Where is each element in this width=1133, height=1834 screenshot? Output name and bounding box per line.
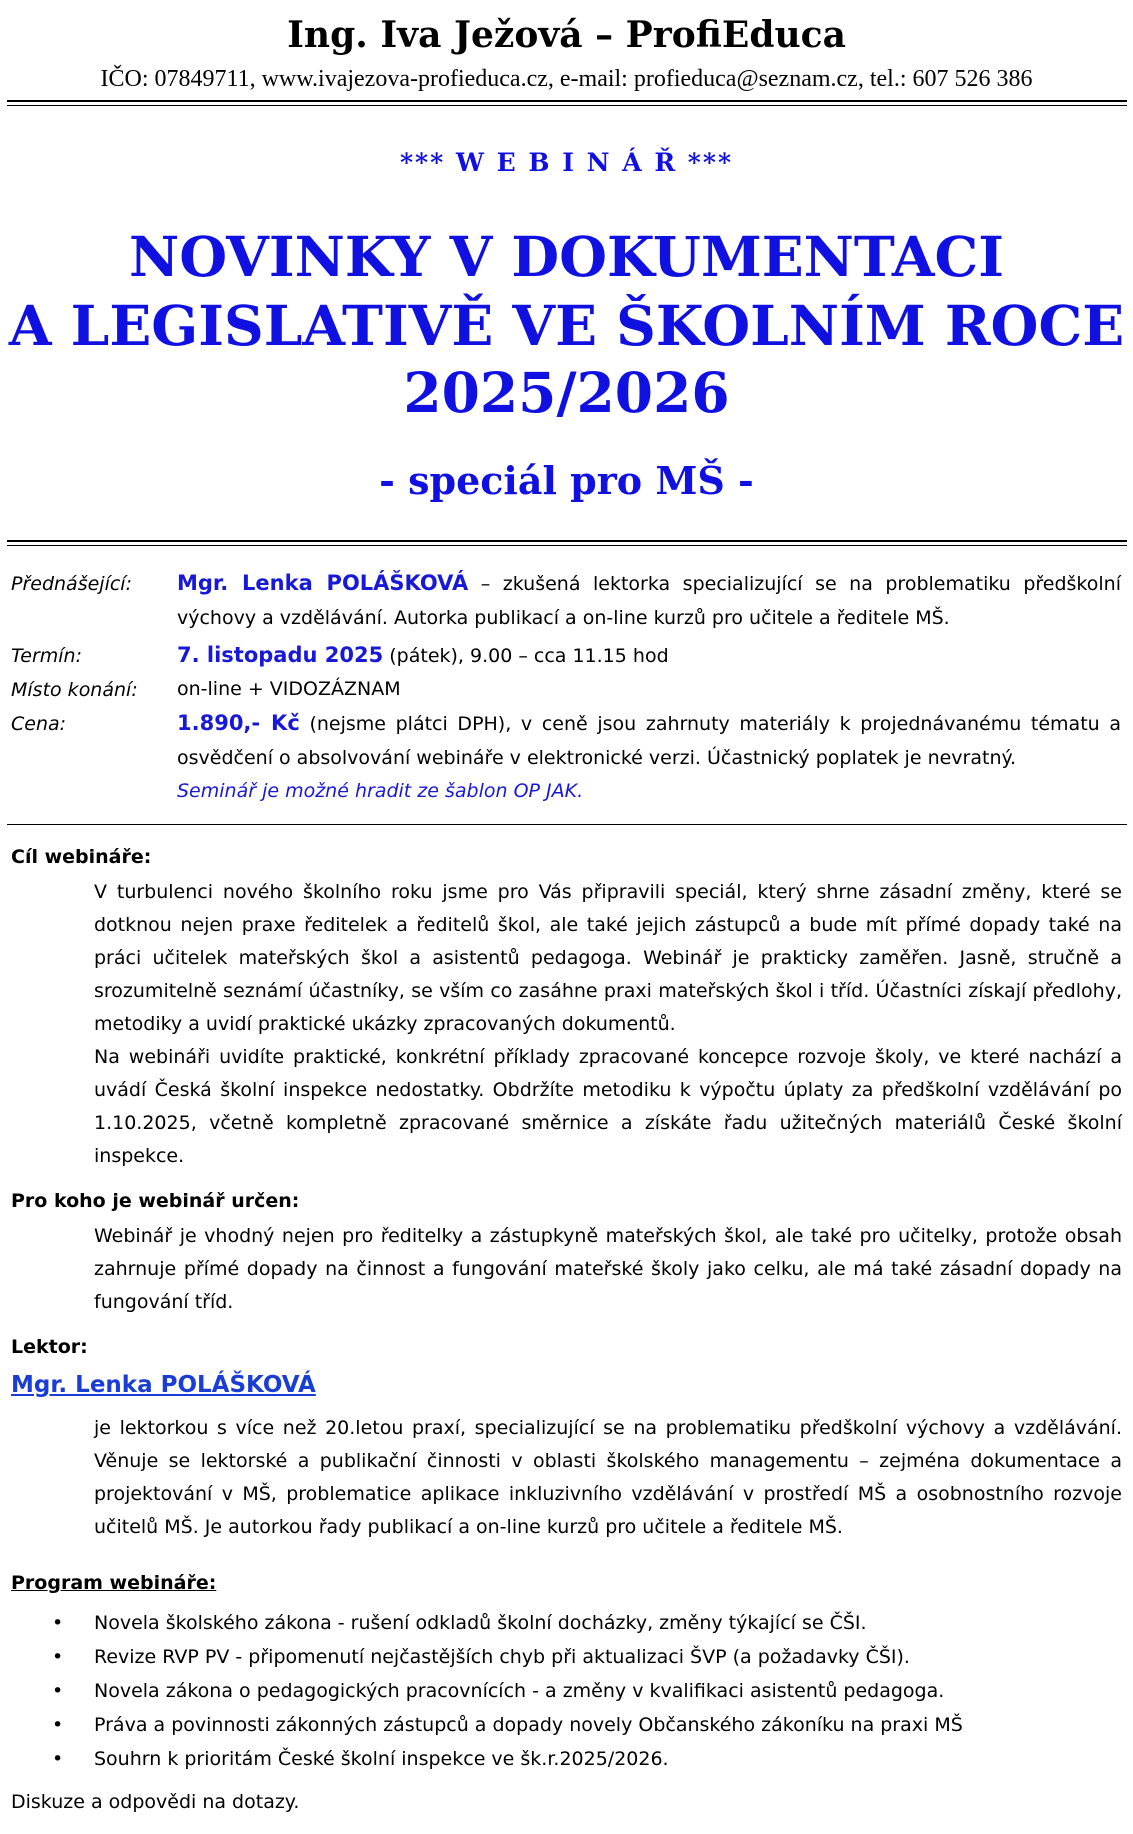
date-label: Termín: [11, 645, 82, 667]
lecturer-label: Přednášející: [11, 573, 132, 595]
bullet-icon: • [52, 1646, 64, 1668]
title-line-1: NOVINKY V DOKUMENTACI [128, 224, 1005, 289]
date-rest: (pátek), 9.00 – cca 11.15 hod [383, 645, 669, 667]
program-item-text: Novela zákona o pedagogických pracovnících - a změny v kvalifikaci asistentů pedagoga. [94, 1680, 945, 1702]
header-rule-top [7, 100, 1127, 102]
closing-line: Diskuze a odpovědi na dotazy. [11, 1791, 300, 1813]
program-item-text: Revize RVP PV - připomenutí nejčastějších chyb při aktualizaci ŠVP (a požadavky ČŠI). [94, 1646, 910, 1668]
program-item [0, 1748, 1133, 1782]
goal-paragraph-2: Na webináři uvidíte praktické, konkrétní příklady zpracované koncepce rozvoje školy, ve které nachází a uvádí Česká školní inspekce nedostatky. Obdržíte metodiku k výpočtu úplaty za předškolní vzdělávání po 1.10.2025, včetně kompletně zpracované směrnice a získáte řadu užitečných materiálů České školní inspekce. [94, 1046, 1122, 1167]
title-line-2: A LEGISLATIVĚ VE ŠKOLNÍM ROCE [8, 293, 1125, 358]
organizer-contact: IČO: 07849711, www.ivajezova-profieduca.cz, e-mail: profieduca@seznam.cz, tel.: 607 526 386 [100, 66, 1033, 92]
lecturer-name: Mgr. Lenka POLÁŠKOVÁ [177, 571, 469, 595]
program-item-text: Souhrn k prioritám České školní inspekce ve šk.r.2025/2026. [94, 1748, 669, 1770]
goal-paragraph-1: V turbulenci nového školního roku jsme pro Vás připravili speciál, který shrne zásadní změny, které se dotknou nejen praxe ředitelek a ředitelů škol, ale také jejich zástupců a bude mít přímé dopady také na práci učitelek mateřských škol a asistentů pedagoga. Webinář je prakticky zaměřen. Jasně, stručně a srozumitelně seznámí účastníky, se vším co zasáhne praxi mateřských škol i tříd. Účastníci získají předlohy, metodiky a uvidí praktické ukázky zpracovaných dokumentů. [94, 881, 1122, 1035]
program-item-text: Práva a povinnosti zákonných zástupců a dopady novely Občanského zákoníku na praxi MŠ [94, 1714, 963, 1736]
title-rule-top [7, 540, 1127, 542]
place-label: Místo konání: [11, 679, 138, 701]
program-item [0, 1612, 1133, 1646]
date-value-row [177, 638, 1121, 673]
date-value: 7. listopadu 2025 [177, 643, 384, 667]
price-note: Seminář je možné hradit ze šablon OP JAK. [177, 780, 584, 802]
goal-heading: Cíl webináře: [11, 846, 152, 868]
lector-heading: Lektor: [11, 1336, 88, 1358]
lecturer-desc: – zkušená lektorka specializující se na problematiku předškolní výchovy a vzdělávání. Autorka publikací a on-line kurzů pro učitele a ředitele MŠ. [177, 573, 1121, 629]
program-item [0, 1714, 1133, 1748]
lector-paragraph: je lektorkou s více než 20.letou praxí, specializující se na problematiku předškolní výchovy a vzdělávání. Věnuje se lektorské a publikační činnosti v oblasti školského managementu – zejména dokumentace a projektování v MŠ, problematice aplikace inkluzivního vzdělávání v prostředí MŠ a osobnostního rozvoje učitelů MŠ. Je autorkou řady publikací a on-line kurzů pro učitele a ředitele MŠ. [94, 1417, 1122, 1538]
subtitle: - speciál pro MŠ - [379, 458, 754, 503]
bullet-icon: • [52, 1748, 64, 1770]
audience-paragraph: Webinář je vhodný nejen pro ředitelky a zástupkyně mateřských škol, ale také pro učitelky, protože obsah zahrnuje přímé dopady na činnost a fungování mateřské školy jako celku, ale má také zásadní dopady na fungování tříd. [94, 1225, 1122, 1313]
program-item [0, 1680, 1133, 1714]
bullet-icon: • [52, 1714, 64, 1736]
webinar-tag: *** W E B I N Á Ř *** [399, 148, 734, 177]
program-item-text: Novela školského zákona - rušení odkladů školní docházky, změny týkající se ČŠI. [94, 1612, 867, 1634]
price-rest: (nejsme plátci DPH), v ceně jsou zahrnuty materiály k projednávanému tématu a osvědčení o absolvování webináře v elektronické verzi. Účastnický poplatek je nevratný. [177, 713, 1121, 769]
bullet-icon: • [52, 1680, 64, 1702]
header-rule-bottom [7, 105, 1127, 106]
lector-name-link[interactable]: Mgr. Lenka POLÁŠKOVÁ [11, 1372, 316, 1398]
program-heading: Program webináře: [11, 1572, 217, 1594]
bullet-icon: • [52, 1612, 64, 1634]
title-line-3: 2025/2026 [403, 360, 730, 425]
price-value: 1.890,- Kč [177, 711, 300, 735]
audience-heading: Pro koho je webinář určen: [11, 1190, 300, 1212]
price-value-row [177, 706, 1121, 775]
organizer-name: Ing. Iva Ježová – ProfiEduca [287, 14, 846, 56]
place-value: on-line + VIDOZÁZNAM [177, 678, 401, 700]
title-rule-bottom [7, 545, 1127, 546]
program-item [0, 1646, 1133, 1680]
price-label: Cena: [11, 713, 67, 735]
info-rule [7, 824, 1127, 825]
lecturer-value [177, 566, 1121, 635]
